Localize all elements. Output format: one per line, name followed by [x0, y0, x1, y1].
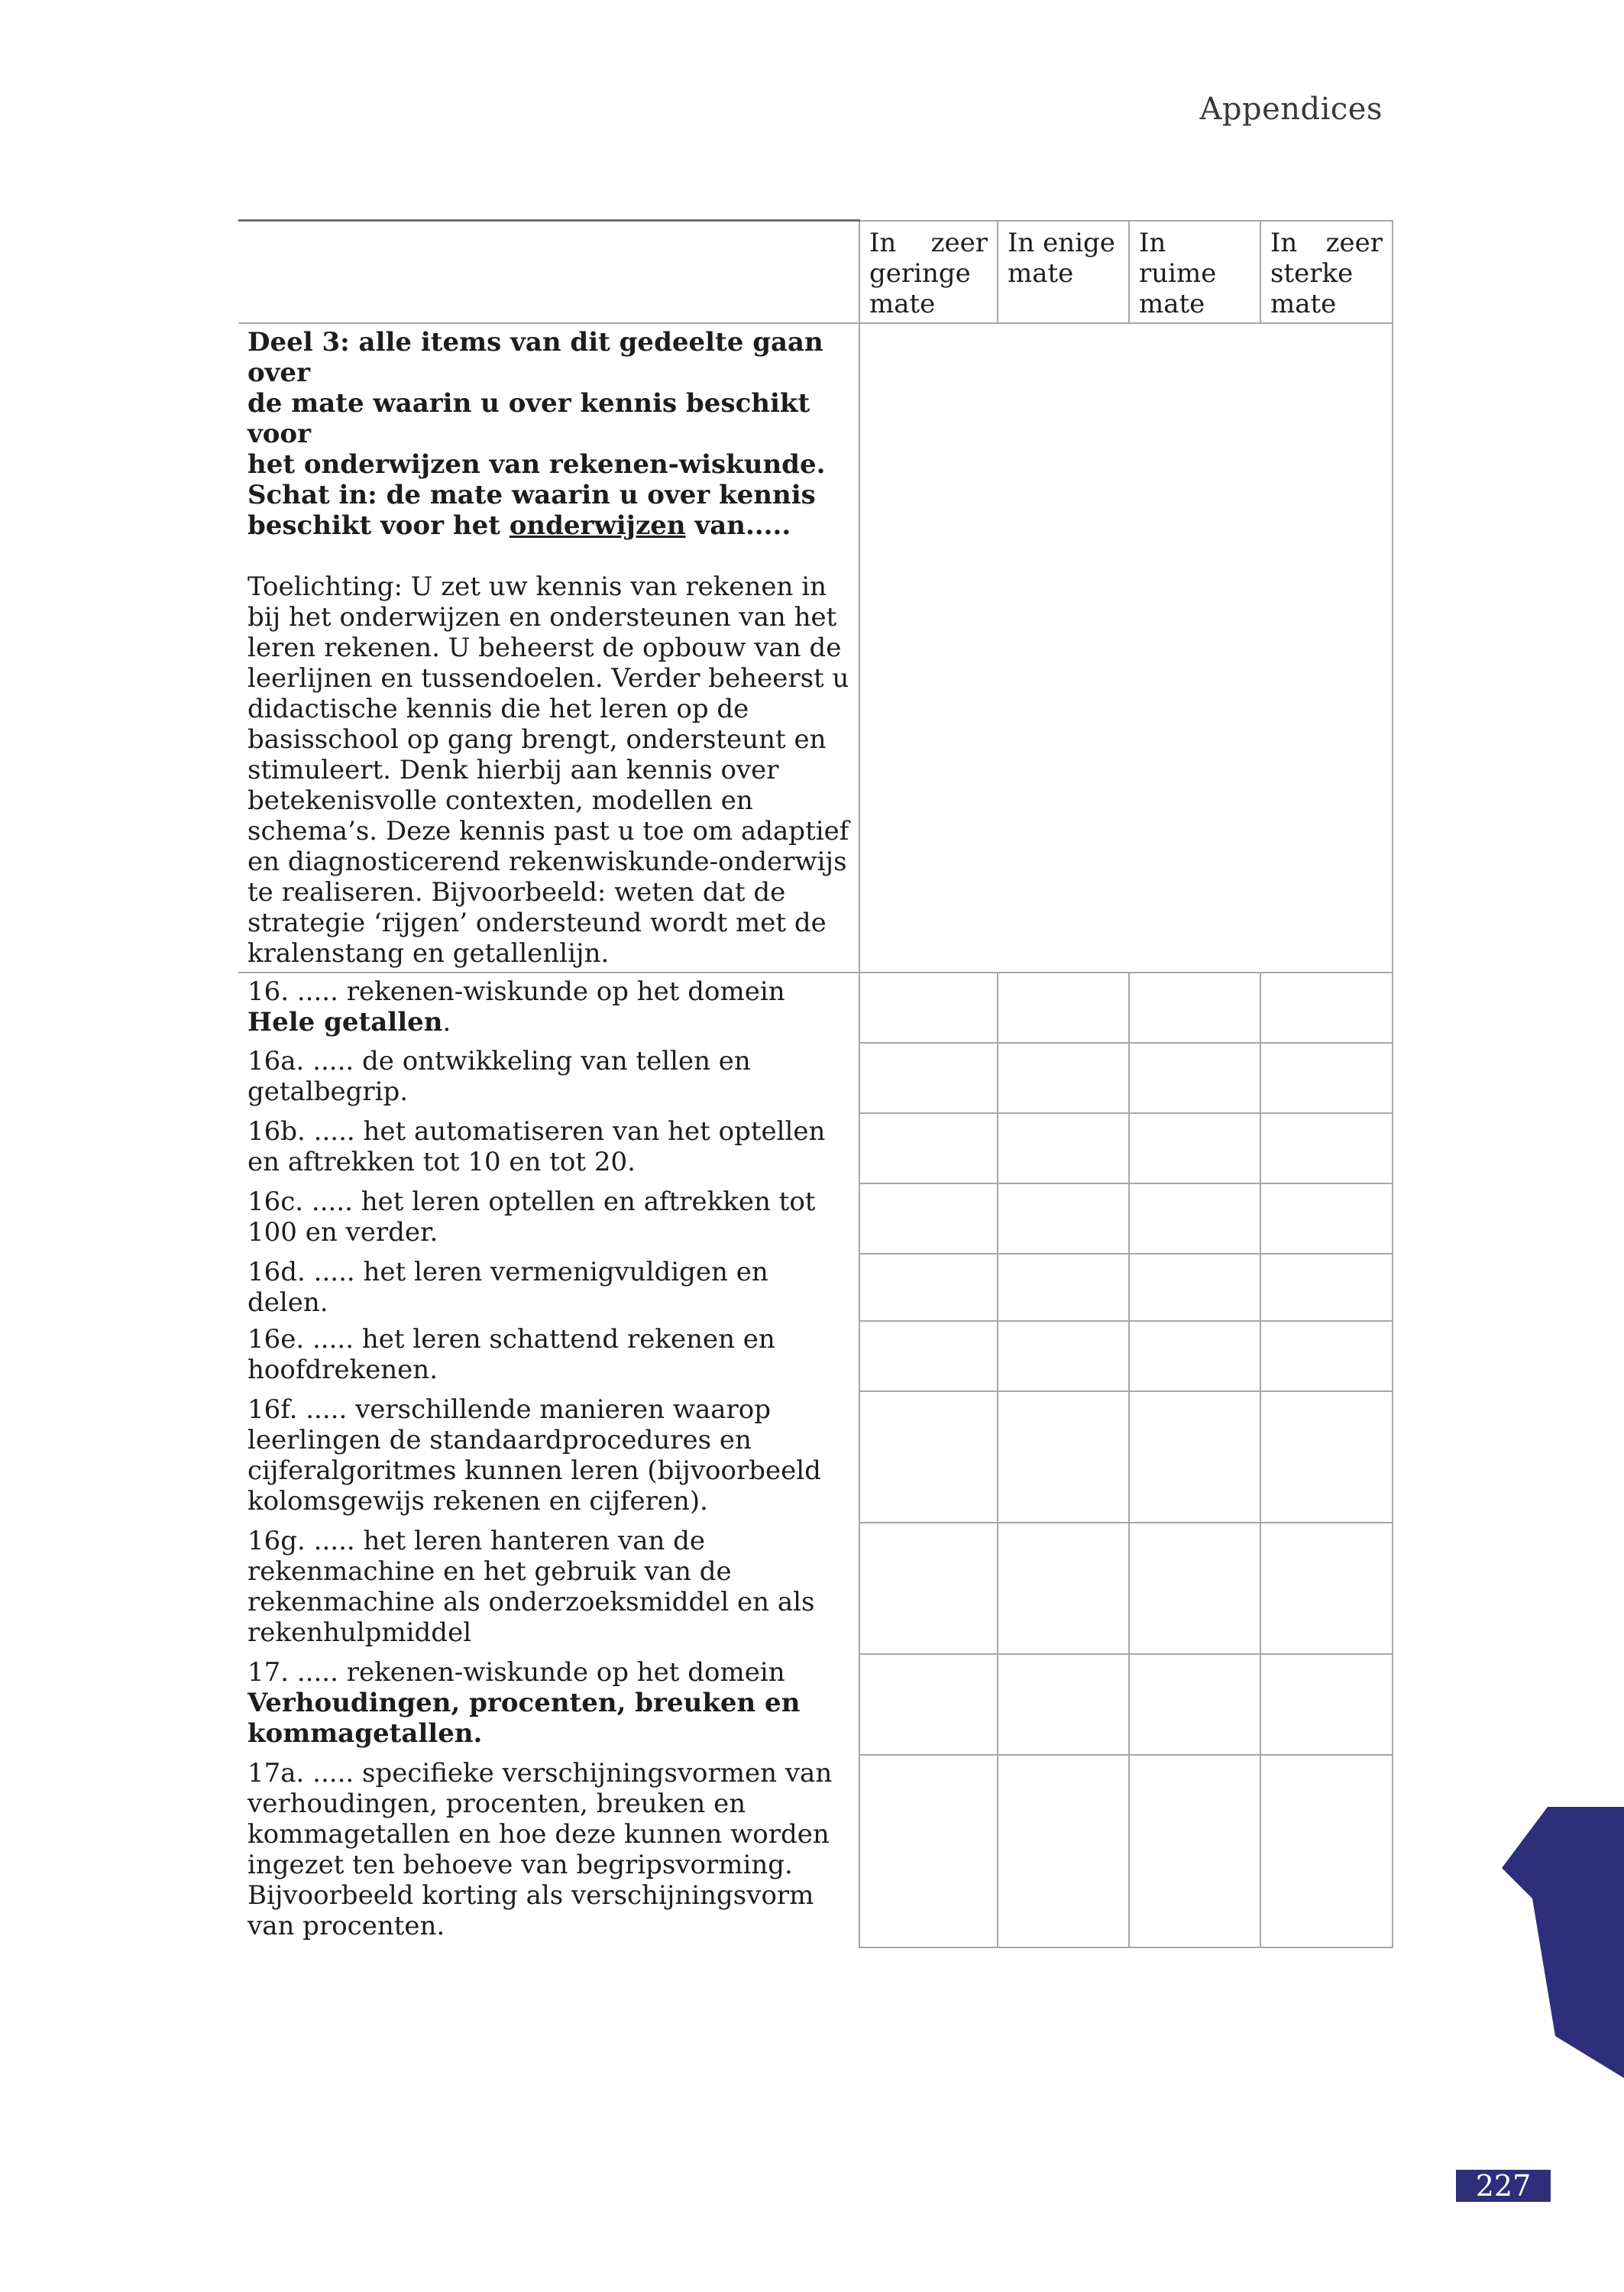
rating-cell-1[interactable] — [859, 1654, 998, 1755]
section-title-post: van..... — [694, 510, 791, 541]
table-row — [238, 1755, 1393, 1947]
rating-cell-4[interactable] — [1260, 973, 1393, 1043]
section-title-line: het onderwijzen van rekenen-wiskunde. — [247, 448, 826, 480]
rating-cell-1[interactable] — [859, 1523, 998, 1654]
questionnaire-table — [238, 219, 1393, 1948]
rating-cell-2[interactable] — [998, 1654, 1129, 1755]
table-row — [238, 1654, 1393, 1755]
rating-cell-1[interactable] — [859, 1113, 998, 1183]
rating-cell-1[interactable] — [859, 1183, 998, 1254]
item-16e: 16e. ..... het leren schattend rekenen en hoofdrekenen. — [238, 1321, 859, 1391]
item-16g: 16g. ..... het leren hanteren van de rekenmachine en het gebruik van de rekenmachine als onderzoeksmiddel en als rekenhulpmiddel — [238, 1523, 859, 1654]
table-row — [238, 1391, 1393, 1523]
rating-cell-2[interactable] — [998, 1113, 1129, 1183]
column-header-2: In enige mate — [998, 221, 1129, 323]
table-row — [238, 1321, 1393, 1391]
rating-cell-2[interactable] — [998, 1321, 1129, 1391]
rating-cell-4[interactable] — [1260, 1254, 1393, 1321]
rating-cell-1[interactable] — [859, 1755, 998, 1947]
item-17: 17. ..... rekenen-wiskunde op het domein Verhoudingen, procenten, breuken en kommagetallen. — [238, 1654, 859, 1755]
running-head: Appendices — [1199, 92, 1383, 127]
section-title-line: de mate waarin u over kennis beschikt voor — [247, 387, 810, 449]
rating-cell-2[interactable] — [998, 1523, 1129, 1654]
section-title-line — [247, 510, 849, 541]
item-16b: 16b. ..... het automatiseren van het optellen en aftrekken tot 10 en tot 20. — [238, 1113, 859, 1183]
rating-cell-2[interactable] — [998, 1183, 1129, 1254]
rating-cell-2[interactable] — [998, 1043, 1129, 1113]
rating-cell-3[interactable] — [1129, 1523, 1260, 1654]
header-blank-cell — [238, 221, 859, 323]
header-row — [238, 221, 1393, 323]
item-16c: 16c. ..... het leren optellen en aftrekken tot 100 en verder. — [238, 1183, 859, 1254]
rating-cell-1[interactable] — [859, 973, 998, 1043]
rating-cell-4[interactable] — [1260, 1391, 1393, 1523]
section-row — [238, 323, 1393, 973]
rating-cell-3[interactable] — [1129, 1043, 1260, 1113]
table-row — [238, 1043, 1393, 1113]
rating-cell-3[interactable] — [1129, 1321, 1260, 1391]
table-row — [238, 1113, 1393, 1183]
rating-cell-1[interactable] — [859, 1321, 998, 1391]
section-title-underlined: onderwijzen — [509, 510, 686, 541]
table-row — [238, 1523, 1393, 1654]
rating-cell-4[interactable] — [1260, 1043, 1393, 1113]
item-bold: Verhoudingen, procenten, breuken en kommagetallen. — [247, 1687, 801, 1749]
table-row — [238, 973, 1393, 1043]
item-16a: 16a. ..... de ontwikkeling van tellen en getalbegrip. — [238, 1043, 859, 1113]
table-row — [238, 1183, 1393, 1254]
column-header-3: In ruime mate — [1129, 221, 1260, 323]
rating-cell-3[interactable] — [1129, 1755, 1260, 1947]
rating-cell-4[interactable] — [1260, 1183, 1393, 1254]
item-bold: Hele getallen — [247, 1006, 443, 1038]
rating-cell-3[interactable] — [1129, 973, 1260, 1043]
table-row — [238, 1254, 1393, 1321]
rating-cell-4[interactable] — [1260, 1113, 1393, 1183]
rating-cell-1[interactable] — [859, 1254, 998, 1321]
rating-cell-4[interactable] — [1260, 1654, 1393, 1755]
page-number: 227 — [1456, 2170, 1551, 2202]
rating-cell-3[interactable] — [1129, 1254, 1260, 1321]
rating-cell-3[interactable] — [1129, 1183, 1260, 1254]
rating-cell-3[interactable] — [1129, 1113, 1260, 1183]
item-16f: 16f. ..... verschillende manieren waarop leerlingen de standaardprocedures en cijferalgoritmes kunnen leren (bijvoorbeeld kolomsgewijs rekenen en cijferen). — [238, 1391, 859, 1523]
section-title-line: Schat in: de mate waarin u over kennis — [247, 479, 816, 510]
section-explanation: Toelichting: U zet uw kennis van rekenen in bij het onderwijzen en ondersteunen van het leren rekenen. U beheerst de opbouw van de leerlijnen en tussendoelen. Verder beheerst u didactische kennis die het leren op de basisschool op gang brengt, ondersteunt en stimuleert. Denk hierbij aan kennis over betekenisvolle contexten, modellen en schema’s. Deze kennis past u toe om adaptief en diagnosticerend rekenwiskunde-onderwijs te realiseren. Bijvoorbeeld: weten dat de strategie ‘rijgen’ ondersteund wordt met de kralenstang en getallenlijn. — [247, 571, 849, 969]
rating-cell-4[interactable] — [1260, 1321, 1393, 1391]
rating-cell-2[interactable] — [998, 973, 1129, 1043]
rating-cell-4[interactable] — [1260, 1523, 1393, 1654]
rating-cell-4[interactable] — [1260, 1755, 1393, 1947]
section-intro — [238, 323, 859, 973]
rating-cell-1[interactable] — [859, 1391, 998, 1523]
section-title-pre: beschikt voor het — [247, 510, 500, 541]
rating-cell-2[interactable] — [998, 1391, 1129, 1523]
item-16d: 16d. ..... het leren vermenigvuldigen en delen. — [238, 1254, 859, 1321]
rating-cell-3[interactable] — [1129, 1654, 1260, 1755]
rating-cell-2[interactable] — [998, 1755, 1129, 1947]
item-17a: 17a. ..... specifieke verschijningsvormen van verhoudingen, procenten, breuken en kommagetallen en hoe deze kunnen worden ingezet ten behoeve van begripsvorming. Bijvoorbeeld korting als verschijningsvorm van procenten. — [238, 1755, 859, 1947]
rating-cell-3[interactable] — [1129, 1391, 1260, 1523]
item-16: 16. ..... rekenen-wiskunde op het domein Hele getallen. — [238, 973, 859, 1043]
chapter-tab-shape — [1502, 1807, 1624, 2078]
column-header-1: In zeer geringe mate — [859, 221, 998, 323]
rating-cell-1[interactable] — [859, 1043, 998, 1113]
section-blank-cell — [859, 323, 1393, 973]
rating-cell-2[interactable] — [998, 1254, 1129, 1321]
section-title-line: Deel 3: alle items van dit gedeelte gaan over — [247, 326, 823, 388]
column-header-4: In zeer sterke mate — [1260, 221, 1393, 323]
